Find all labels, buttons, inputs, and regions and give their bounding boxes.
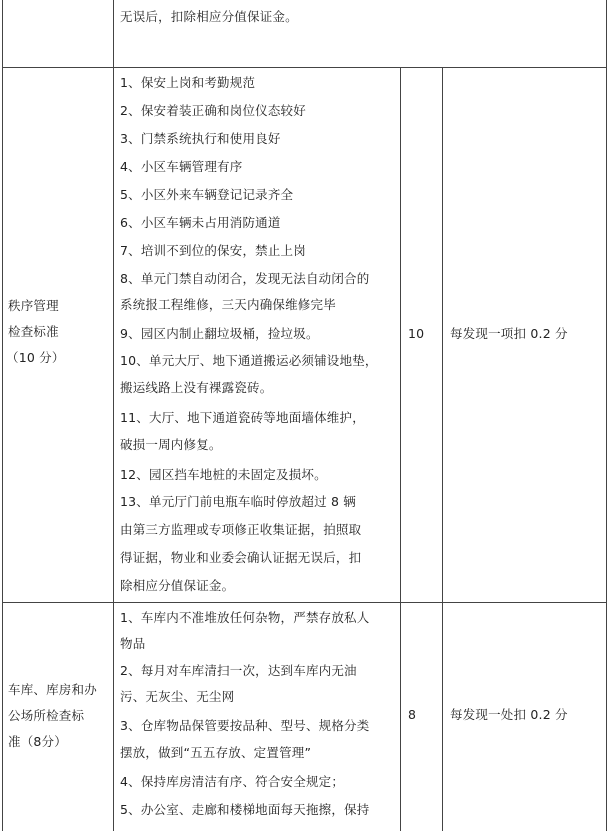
column-border <box>113 0 114 831</box>
row-border <box>2 67 606 68</box>
category-line: （10 分） <box>6 350 65 365</box>
item-line: 无误后，扣除相应分值保证金。 <box>120 9 298 24</box>
item-line: 摆放，做到“五五存放、定置管理” <box>120 745 312 760</box>
column-border <box>606 0 607 831</box>
item-line: 13、单元厅门前电瓶车临时停放超过 8 辆 <box>120 494 357 509</box>
category-line: 准（8分） <box>8 734 67 749</box>
item-line: 10、单元大厅、地下通道搬运必须铺设地垫， <box>120 353 378 368</box>
score-value: 8 <box>408 707 417 722</box>
row-border <box>2 602 606 603</box>
item-line: 6、小区车辆未占用消防通道 <box>120 215 281 230</box>
item-line: 3、门禁系统执行和使用良好 <box>120 131 281 146</box>
category-line: 车库、库房和办 <box>8 682 97 697</box>
item-line: 破损一周内修复。 <box>120 437 222 452</box>
category-line: 公场所检查标 <box>8 708 85 723</box>
item-line: 1、保安上岗和考勤规范 <box>120 75 256 90</box>
item-line: 系统报工程维修，三天内确保维修完毕 <box>120 297 336 312</box>
category-line: 检查标准 <box>8 324 59 339</box>
item-line: 4、小区车辆管理有序 <box>120 159 243 174</box>
item-line: 11、大厅、地下通道瓷砖等地面墙体维护， <box>120 410 365 425</box>
item-line: 2、保安着装正确和岗位仪态较好 <box>120 103 306 118</box>
column-border <box>400 67 401 831</box>
item-line: 污、无灰尘、无尘网 <box>120 689 235 704</box>
item-line: 8、单元门禁自动闭合，发现无法自动闭合的 <box>120 271 370 286</box>
deduction-rule: 每发现一处扣 0.2 分 <box>450 707 568 722</box>
item-line: 得证据，物业和业委会确认证据无误后，扣 <box>120 550 362 565</box>
item-line: 7、培训不到位的保安，禁止上岗 <box>120 243 306 258</box>
item-line: 物品 <box>120 636 146 651</box>
item-line: 除相应分值保证金。 <box>120 578 235 593</box>
item-line: 由第三方监理或专项修正收集证据，拍照取 <box>120 522 362 537</box>
item-line: 9、园区内制止翻垃圾桶，捡垃圾。 <box>120 326 319 341</box>
item-line: 搬运线路上没有裸露瓷砖。 <box>120 380 273 395</box>
category-line: 秩序管理 <box>8 298 59 313</box>
item-line: 3、仓库物品保管要按品种、型号、规格分类 <box>120 718 370 733</box>
column-border <box>442 67 443 831</box>
item-line: 5、小区外来车辆登记记录齐全 <box>120 187 294 202</box>
column-border <box>2 0 3 831</box>
score-value: 10 <box>408 326 425 341</box>
item-line: 1、车库内不准堆放任何杂物，严禁存放私人 <box>120 610 370 625</box>
item-line: 5、办公室、走廊和楼梯地面每天拖擦，保持 <box>120 802 370 817</box>
item-line: 4、保持库房清洁有序、符合安全规定； <box>120 774 345 789</box>
item-line: 2、每月对车库清扫一次，达到车库内无油 <box>120 663 357 678</box>
deduction-rule: 每发现一项扣 0.2 分 <box>450 326 568 341</box>
item-line: 12、园区挡车地桩的未固定及损坏。 <box>120 467 327 482</box>
